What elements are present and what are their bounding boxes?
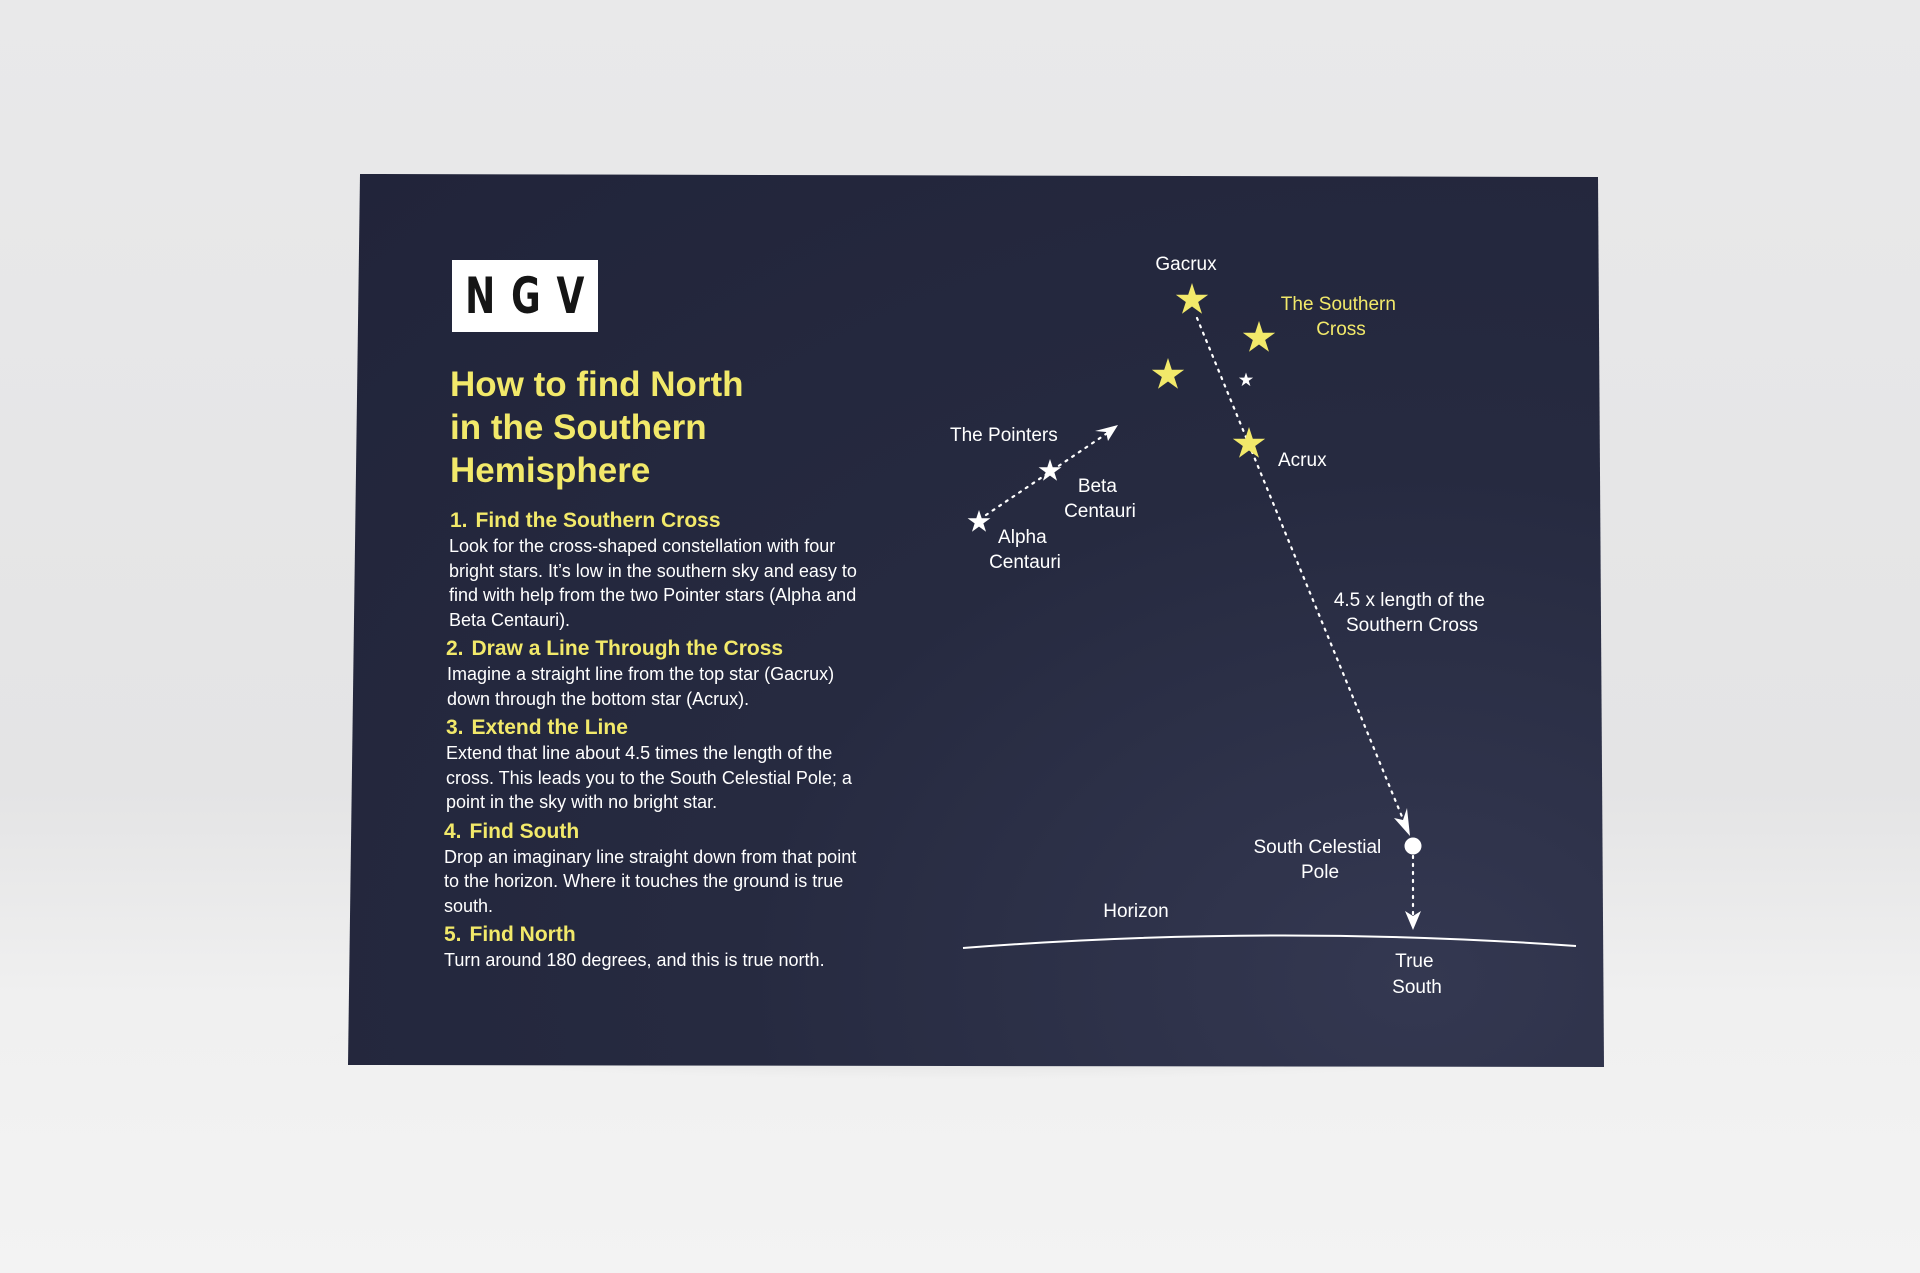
- acrux-star-icon: [1233, 427, 1265, 458]
- step-body: Drop an imaginary line straight down from that point to the horizon. Where it touches the ground is true south.: [444, 846, 857, 916]
- step-heading-text: Draw a Line Through the Cross: [471, 637, 784, 660]
- step-heading-text: Extend the Line: [471, 716, 628, 739]
- step-body: Turn around 180 degrees, and this is true north.: [444, 950, 825, 970]
- acrux-label: Acrux: [1278, 450, 1327, 471]
- step-body: Extend that line about 4.5 times the length of the cross. This leads you to the South Celestial Pole; a point in the sky with no bright star.: [446, 743, 852, 812]
- length-note-label-line: 4.5 x length of the: [1333, 590, 1485, 611]
- arrowhead-icon: [1394, 808, 1410, 836]
- beta-centauri-label-line: Centauri: [1064, 501, 1136, 522]
- true-south-label-line: True: [1395, 951, 1434, 972]
- south-celestial-pole-label-line: Pole: [1300, 862, 1340, 883]
- step-number: 3.: [446, 716, 464, 739]
- alpha-centauri-label: [989, 527, 1061, 573]
- step-number: 5.: [444, 923, 462, 946]
- beta-centauri-label: [1064, 476, 1136, 522]
- beta-centauri-star-icon: [1039, 459, 1062, 481]
- step-number: 4.: [444, 819, 462, 843]
- length-note-label-line: Southern Cross: [1345, 615, 1479, 636]
- step-body: Imagine a straight line from the top star (Gacrux) down through the bottom star (Acrux).: [447, 664, 835, 709]
- southern-cross-label-line: The Southern: [1280, 294, 1396, 315]
- step-number: 1.: [450, 509, 468, 532]
- logo-text: NGV: [465, 267, 601, 325]
- beta-centauri-label-line: Beta: [1077, 476, 1117, 497]
- pointer-line-to-pole: [1197, 318, 1405, 824]
- step-heading-text: Find the Southern Cross: [475, 509, 721, 532]
- south-celestial-pole-label-line: South Celestial: [1253, 837, 1382, 858]
- title-line: How to find North: [450, 365, 744, 404]
- step-heading-text: Find South: [469, 819, 580, 843]
- step-number: 2.: [446, 637, 464, 660]
- step-heading-text: Find North: [469, 923, 576, 946]
- southern-cross-label: [1281, 294, 1401, 340]
- small-cross-star-icon: [1239, 373, 1253, 387]
- gacrux-star-icon: [1176, 283, 1208, 314]
- gacrux-label: Gacrux: [1155, 254, 1217, 275]
- horizon-line: [963, 935, 1576, 948]
- cross-star-icon: [1152, 358, 1184, 389]
- south-celestial-pole-dot: [1405, 838, 1422, 855]
- true-south-label: [1392, 951, 1442, 998]
- alpha-centauri-label-line: Centauri: [989, 552, 1061, 573]
- pointers-label: The Pointers: [950, 425, 1058, 446]
- cross-star-icon: [1243, 321, 1275, 352]
- southern-cross-label-line: Cross: [1316, 319, 1366, 340]
- title-line: in the Southern: [450, 408, 707, 447]
- horizon-label: Horizon: [1103, 901, 1169, 922]
- step-body: Look for the cross-shaped constellation with four bright stars. It’s low in the southern sky and easy to find with help from the two Pointer stars (Alpha and Beta Centauri).: [449, 536, 857, 630]
- alpha-centauri-label-line: Alpha: [998, 527, 1047, 548]
- title-line: Hemisphere: [450, 451, 651, 490]
- south-celestial-pole-label: [1253, 837, 1386, 883]
- length-note-label: [1334, 590, 1490, 636]
- true-south-label-line: South: [1392, 977, 1442, 998]
